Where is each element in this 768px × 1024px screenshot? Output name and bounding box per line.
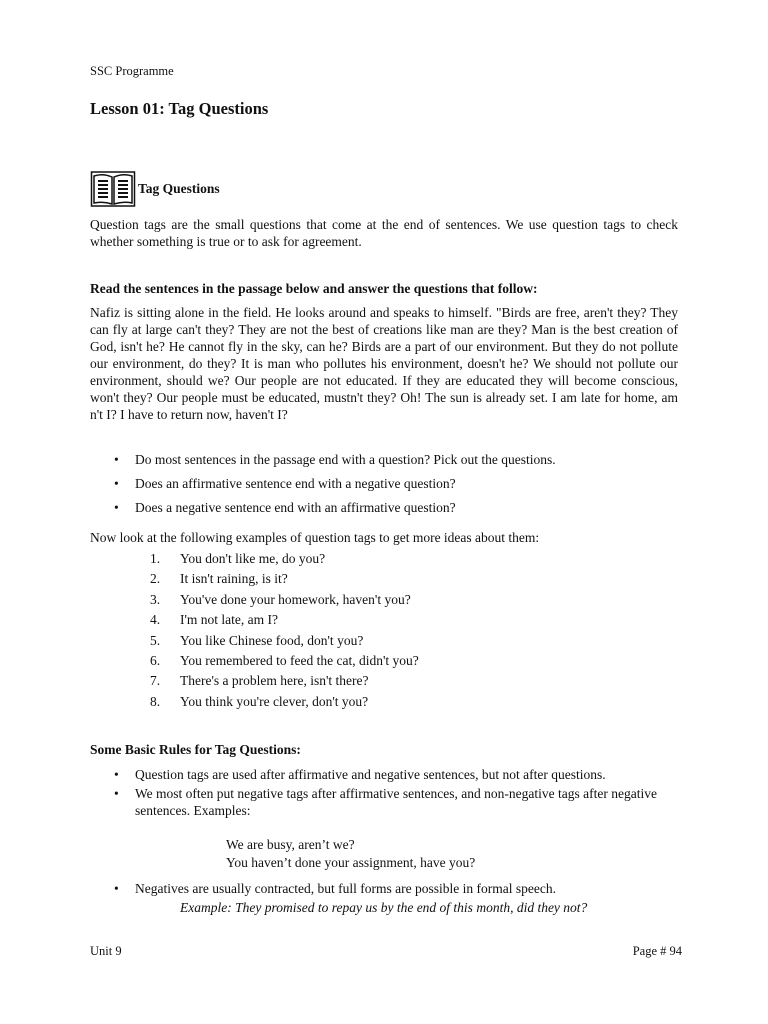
examples-intro: Now look at the following examples of question tags to get more ideas about them: — [90, 530, 540, 545]
programme-header: SSC Programme — [90, 64, 174, 78]
list-item: 7. There's a problem here, isn't there? — [150, 673, 369, 689]
list-item: 5. You like Chinese food, don't you? — [150, 632, 364, 648]
reading-passage: Nafiz is sitting alone in the field. He looks around and speaks to himself. "Birds are free, aren't they? They can fly at large can't they? They are not the best of creations like man are they? Man is the best creation of God, isn't he? He cannot fly in the sky, can he? Birds are a part of our environment. But they do not pollute our environment, do they? It is man who pollutes his environment, doesn't he? We should not pollute our environment, should we? Our people are not educated. If they are educated they will become conscious, won't they? Our people must be educated, mustn't they? Oh! The sun is already set. I am late for home, am n't I? I have to return now, haven't I? — [90, 305, 678, 422]
section-label: Tag Questions — [138, 181, 220, 196]
list-item: • Question tags are used after affirmative and negative sentences, but not after questions. — [90, 766, 678, 785]
rule-examples — [226, 836, 475, 872]
formal-example: Example: They promised to repay us by the end of this month, did they not? — [180, 900, 588, 915]
list-item: • We most often put negative tags after affirmative sentences, and non-negative tags after negative sentences. Examples: — [90, 785, 678, 819]
rules-list — [90, 766, 678, 819]
list-item: 4. I'm not late, am I? — [150, 612, 279, 628]
question-list — [90, 452, 678, 524]
list-item: 2. It isn't raining, is it? — [150, 571, 288, 587]
rule-example: We are busy, aren’t we? — [226, 837, 355, 852]
list-item: 6. You remembered to feed the cat, didn't you? — [150, 652, 419, 668]
rule-example: You haven’t done your assignment, have you? — [226, 855, 476, 870]
lesson-title: Lesson 01: Tag Questions — [90, 99, 269, 118]
list-item: • Does an affirmative sentence end with a negative question? — [90, 476, 678, 500]
footer-page-number: Page # 94 — [632, 944, 682, 958]
list-item: • Does a negative sentence end with an affirmative question? — [90, 500, 678, 524]
list-item: 1. You don't like me, do you? — [150, 551, 326, 566]
list-item: • Negatives are usually contracted, but full forms are possible in formal speech. — [90, 880, 678, 897]
list-item: • Do most sentences in the passage end with a question? Pick out the questions. — [90, 452, 678, 476]
footer-unit: Unit 9 — [90, 944, 122, 958]
open-book-icon — [90, 170, 136, 208]
section-heading — [90, 170, 220, 208]
list-item: 8. You think you're clever, don't you? — [150, 693, 369, 709]
reading-heading: Read the sentences in the passage below and answer the questions that follow: — [90, 281, 538, 296]
rules-list-continued — [90, 880, 678, 897]
list-item: 3. You've done your homework, haven't you? — [150, 591, 411, 607]
rules-heading: Some Basic Rules for Tag Questions: — [90, 742, 301, 757]
intro-paragraph: Question tags are the small questions that come at the end of sentences. We use question tags to check whether something is true or to ask for agreement. — [90, 217, 678, 249]
examples-list — [150, 550, 419, 713]
